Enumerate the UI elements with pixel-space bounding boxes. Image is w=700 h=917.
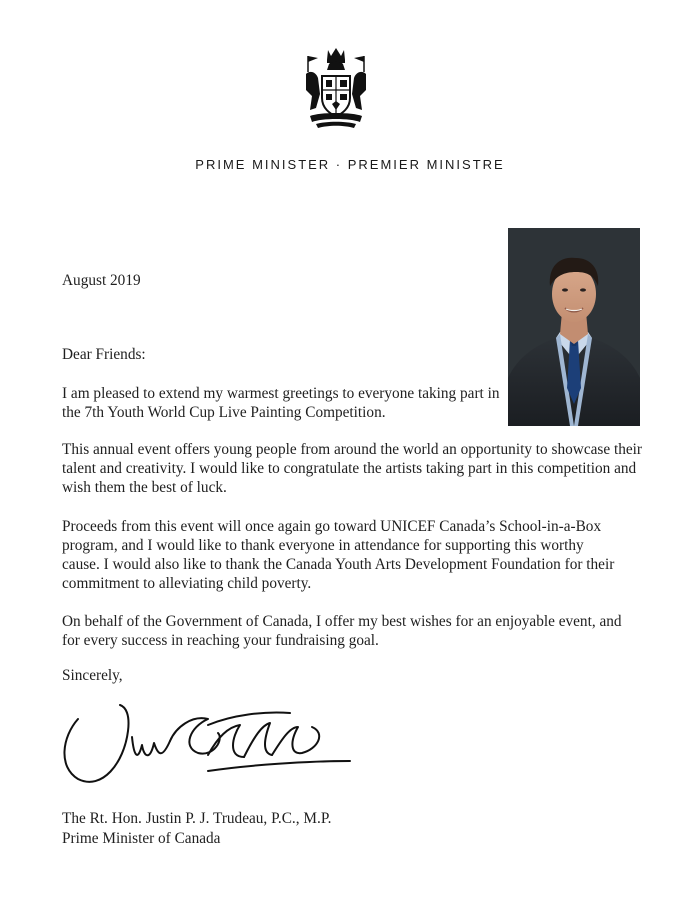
signer-title: Prime Minister of Canada [62, 830, 221, 847]
letter-salutation: Dear Friends: [62, 346, 146, 363]
letter-paragraph: This annual event offers young people from around the world an opportunity to showcase their talent and creativity. I would like to congratulate the artists taking part in this competition and wish them the best of luck. [62, 441, 643, 496]
letter-closing: Sincerely, [62, 667, 123, 684]
handwritten-signature-icon [58, 697, 358, 793]
prime-minister-portrait [508, 228, 640, 426]
signer-name: The Rt. Hon. Justin P. J. Trudeau, P.C., M.P. [62, 810, 332, 827]
letter-paragraph: Proceeds from this event will once again go toward UNICEF Canada’s School-in-a-Box program, and I would like to thank everyone in attendance for supporting this worthy cause. I would also like to thank the Canada Youth Arts Development Foundation for their commitment to alleviating child poverty. [62, 518, 615, 592]
office-letterhead-title: PRIME MINISTER · PREMIER MINISTRE [195, 157, 505, 172]
letter-date: August 2019 [62, 272, 141, 289]
canada-coat-of-arms-icon [300, 46, 372, 130]
letter-paragraph: On behalf of the Government of Canada, I offer my best wishes for an enjoyable event, and for every success in reaching your fundraising goal. [62, 613, 622, 649]
letter-paragraph: I am pleased to extend my warmest greetings to everyone taking part in the 7th Youth World Cup Live Painting Competition. [62, 385, 500, 421]
